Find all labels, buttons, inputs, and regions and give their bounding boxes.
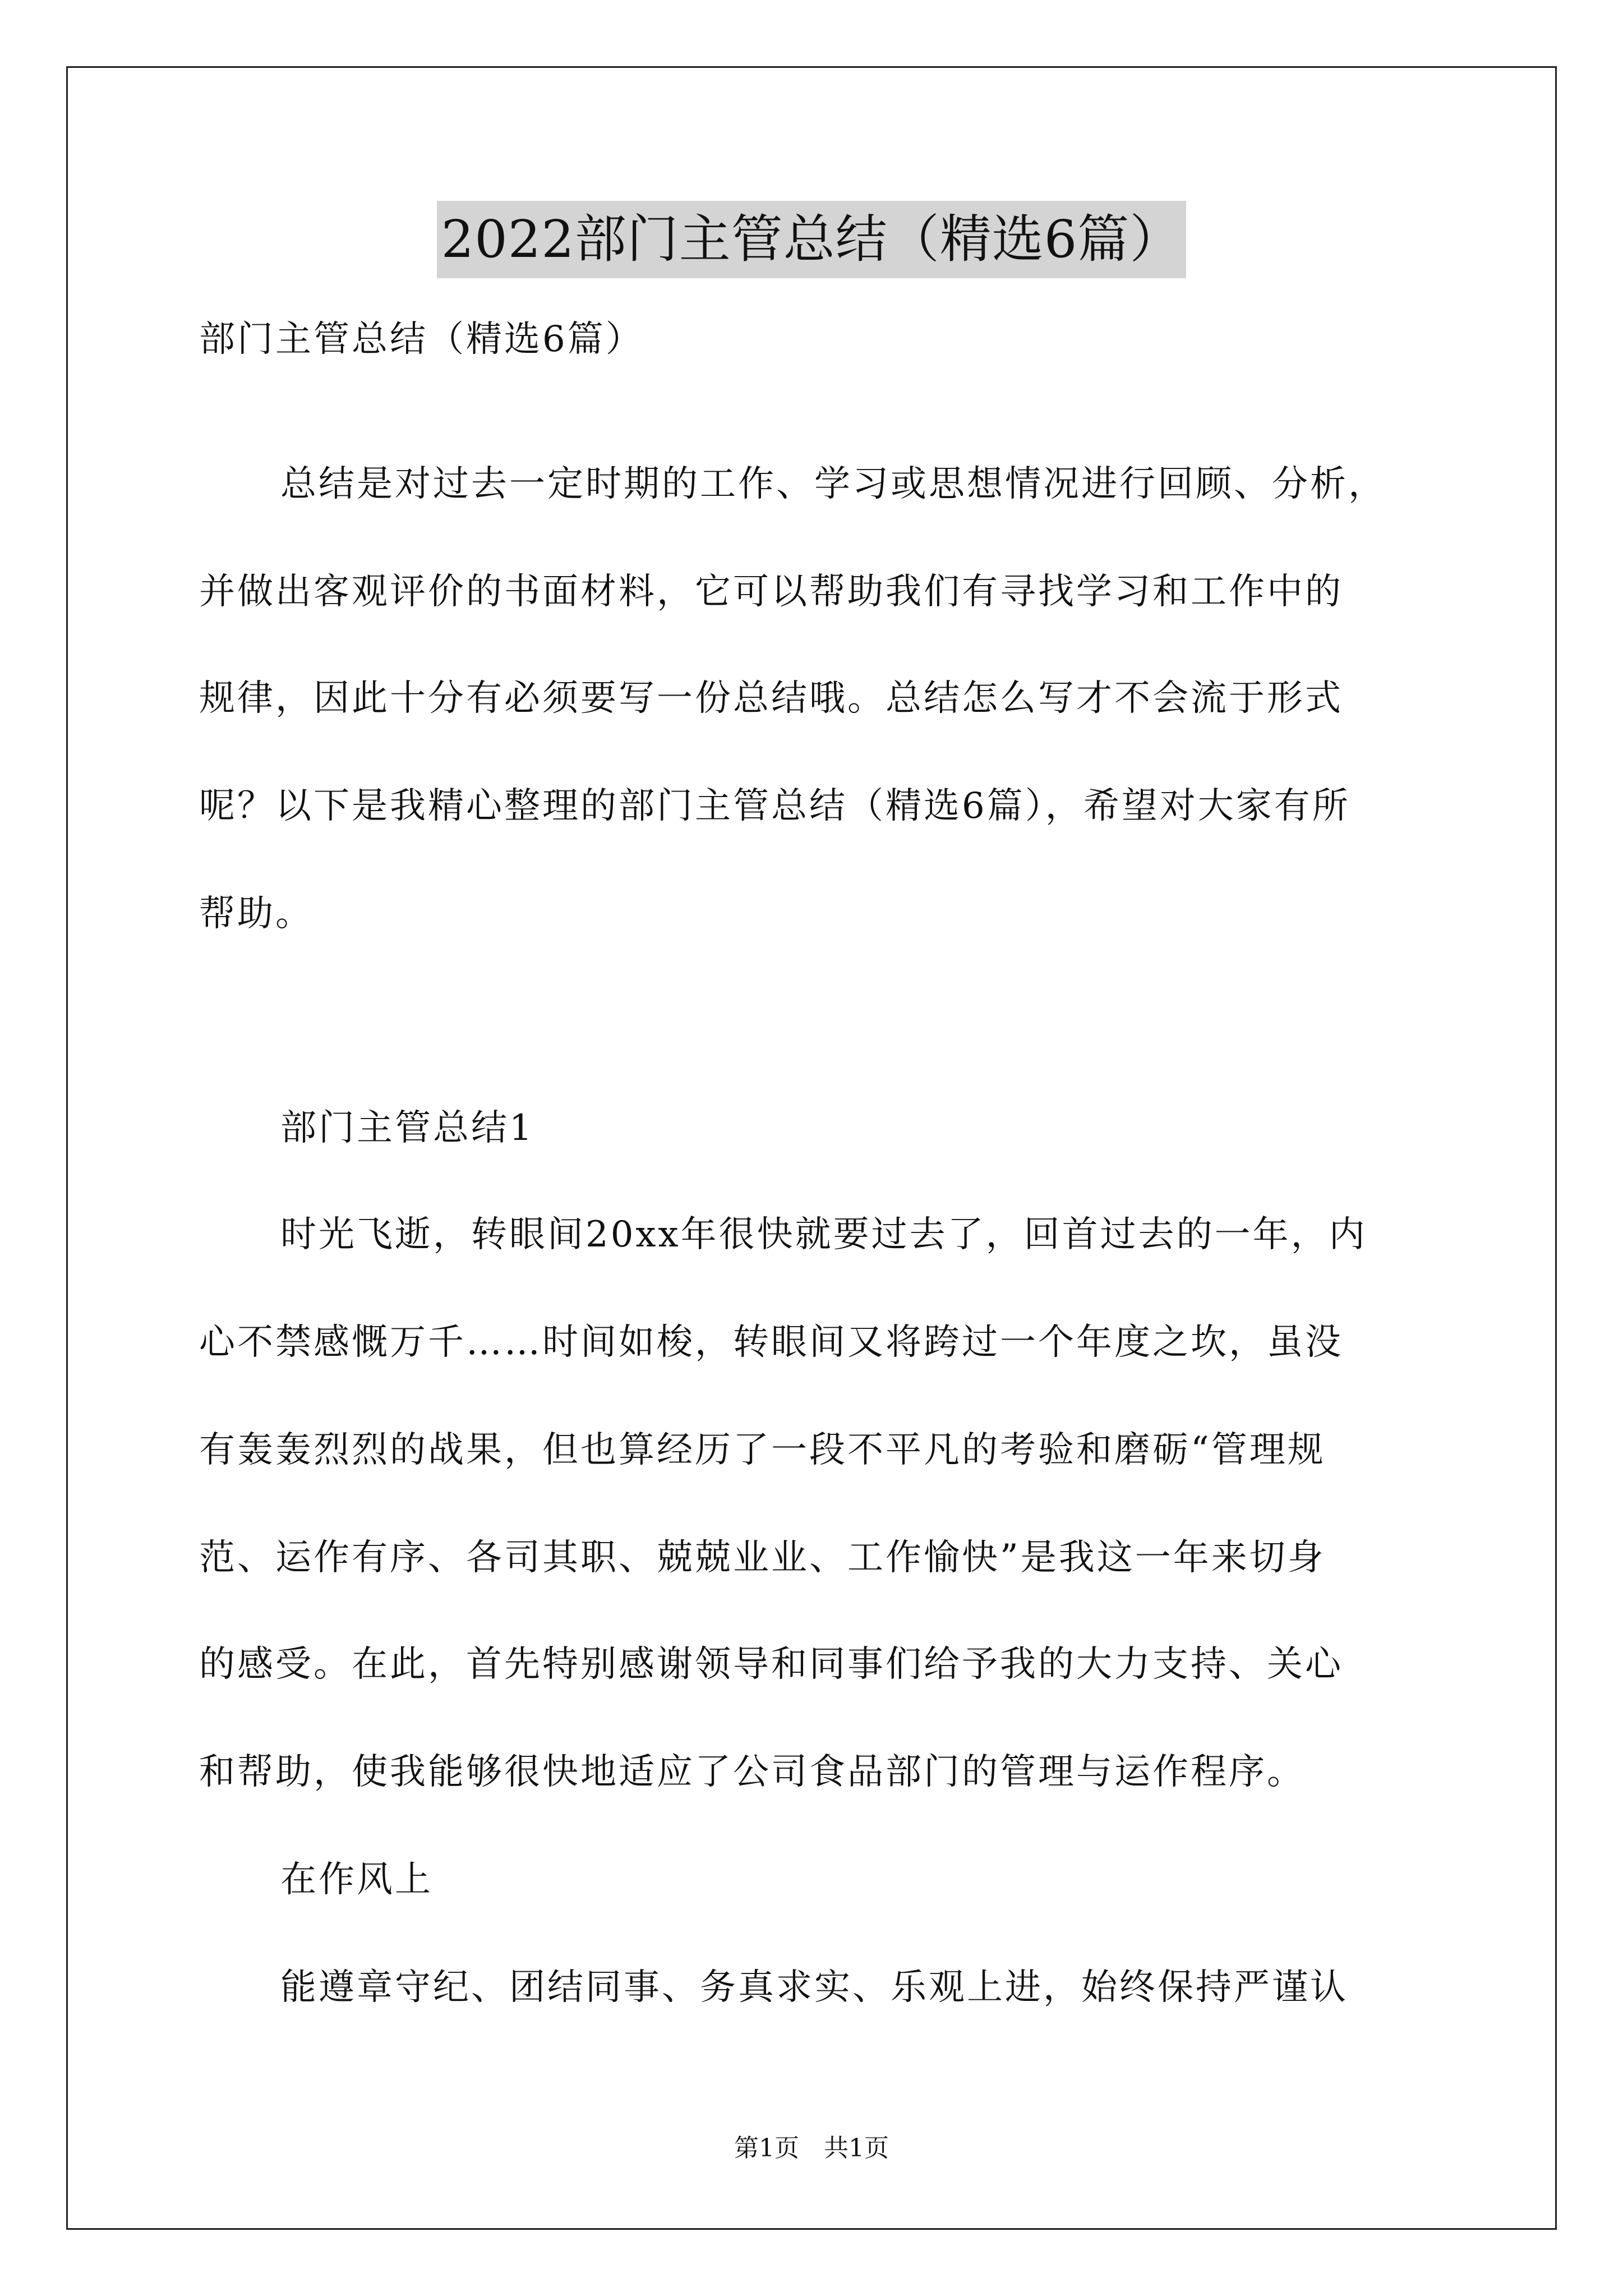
- intro-line-5: 帮助。: [199, 893, 313, 935]
- section-line-1: 时光飞逝，转眼间20xx年很快就要过去了，回首过去的一年，内: [280, 1214, 1367, 1255]
- intro-line-3: 规律，因此十分有必须要写一份总结哦。总结怎么写才不会流于形式: [199, 678, 1343, 719]
- subheading: 在作风上: [280, 1859, 433, 1901]
- document-title: 2022部门主管总结（精选6篇）: [437, 201, 1187, 278]
- page-footer: 第1页 共1页: [734, 2134, 889, 2162]
- section-line-5: 的感受。在此，首先特别感谢领导和同事们给予我的大力支持、关心: [199, 1644, 1343, 1685]
- section-heading: 部门主管总结1: [280, 1107, 534, 1149]
- section-line-3: 有轰轰烈烈的战果，但也算经历了一段不平凡的考验和磨砺“管理规: [199, 1429, 1326, 1471]
- document-subtitle: 部门主管总结（精选6篇）: [199, 319, 644, 360]
- section-line-2: 心不禁感慨万千……时间如梭，转眼间又将跨过一个年度之坎，虽没: [199, 1322, 1343, 1363]
- paragraph-last-line: 能遵章守纪、团结同事、务真求实、乐观上进，始终保持严谨认: [280, 1967, 1348, 2008]
- section-line-6: 和帮助，使我能够很快地适应了公司食品部门的管理与运作程序。: [199, 1751, 1305, 1793]
- intro-line-4: 呢？以下是我精心整理的部门主管总结（精选6篇），希望对大家有所: [199, 785, 1350, 827]
- intro-line-2: 并做出客观评价的书面材料，它可以帮助我们有寻找学习和工作中的: [199, 571, 1343, 613]
- title-container: [0, 201, 1623, 278]
- section-line-4: 范、运作有序、各司其职、兢兢业业、工作愉快”是我这一年来切身: [199, 1537, 1326, 1579]
- intro-line-1: 总结是对过去一定时期的工作、学习或思想情况进行回顾、分析，: [280, 463, 1386, 505]
